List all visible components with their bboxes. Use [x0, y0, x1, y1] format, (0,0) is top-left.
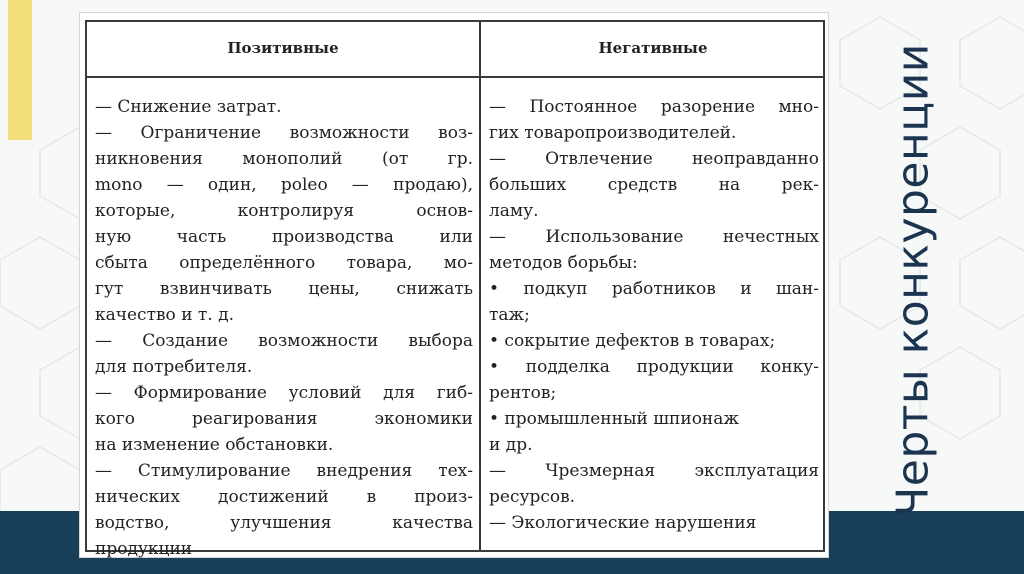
negative-line: методов борьбы: — [489, 253, 638, 273]
negative-line: и др. — [489, 435, 533, 455]
positive-line: — Ограничение возможности воз- — [95, 123, 473, 143]
negative-line: ресурсов. — [489, 487, 576, 507]
header-divider — [87, 76, 823, 78]
negative-line: — Использование нечестных — [489, 227, 819, 247]
positive-line: mono — один, poleo — продаю), — [95, 175, 473, 195]
negative-line: • подкуп работников и шан- — [489, 279, 819, 299]
negative-line: — Отвлечение неоправданно — [489, 149, 819, 169]
positive-line: ную часть производства или — [95, 227, 473, 247]
positive-line: — Стимулирование внедрения тех- — [95, 461, 473, 481]
positive-line: которые, контролируя основ- — [95, 201, 473, 221]
positive-line: сбыта определённого товара, мо- — [95, 253, 473, 273]
positive-line: — Формирование условий для гиб- — [95, 383, 473, 403]
accent-bar — [8, 0, 32, 140]
positive-line: гут взвинчивать цены, снижать — [95, 279, 473, 299]
negative-line: • сокрытие дефектов в товарах; — [489, 331, 776, 351]
positive-header: Позитивные — [227, 39, 339, 57]
negative-line: таж; — [489, 305, 530, 325]
positive-column — [95, 94, 473, 562]
positive-line: качество и т. д. — [95, 305, 235, 325]
competition-table — [85, 20, 825, 559]
positive-line: — Снижение затрат. — [95, 97, 282, 117]
positive-line: кого реагирования экономики — [95, 409, 473, 429]
positive-line: на изменение обстановки. — [95, 435, 334, 455]
positive-line: водство, улучшения качества — [95, 513, 473, 533]
negative-line: • подделка продукции конку- — [489, 357, 819, 377]
slide-title: Черты конкуренции — [887, 43, 939, 517]
negative-line: ламу. — [489, 201, 539, 221]
positive-line: продукции — [95, 539, 193, 559]
negative-column — [489, 94, 819, 536]
negative-line: больших средств на рек- — [489, 175, 819, 195]
negative-line: — Чрезмерная эксплуатация — [489, 461, 819, 481]
positive-line: никновения монополий (от гр. — [95, 149, 473, 169]
negative-header: Негативные — [598, 39, 708, 57]
negative-line: гих товаропроизводителей. — [489, 123, 737, 143]
table-image-frame — [79, 12, 829, 558]
positive-line: — Создание возможности выбора — [95, 331, 473, 351]
negative-line: рентов; — [489, 383, 557, 403]
positive-line: для потребителя. — [95, 357, 253, 377]
negative-line: • промышленный шпионаж — [489, 409, 740, 429]
negative-line: — Экологические нарушения — [489, 513, 757, 533]
column-divider — [479, 22, 481, 550]
positive-line: нических достижений в произ- — [95, 487, 473, 507]
negative-line: — Постоянное разорение мно- — [489, 97, 819, 117]
